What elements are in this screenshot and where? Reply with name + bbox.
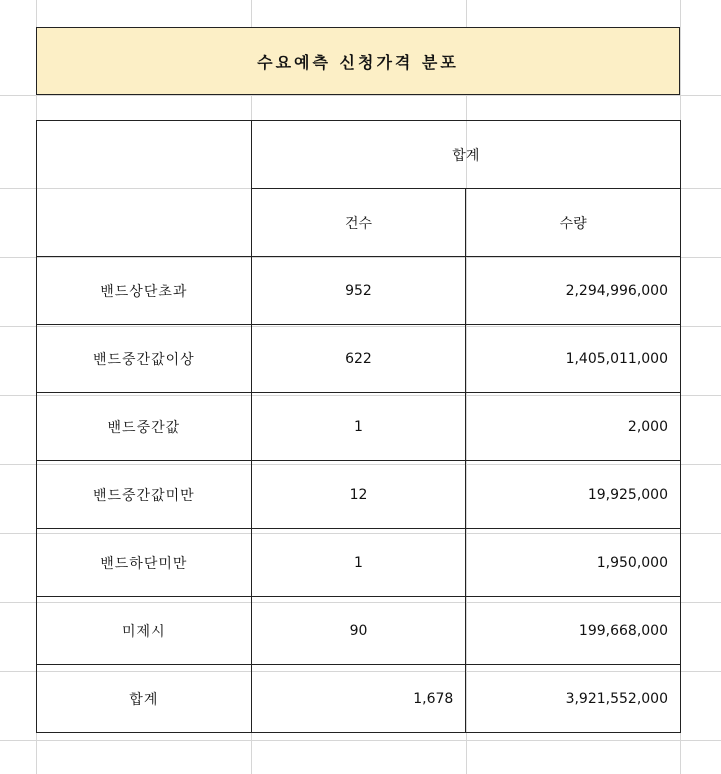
row-quantity: 2,000 <box>466 393 681 461</box>
row-quantity: 199,668,000 <box>466 597 681 665</box>
row-quantity: 1,950,000 <box>466 529 681 597</box>
header-row <box>37 121 681 189</box>
row-label: 밴드중간값이상 <box>37 325 252 393</box>
page-title: 수요예측 신청가격 분포 <box>36 27 680 95</box>
gridline <box>0 740 721 741</box>
row-count: 952 <box>251 257 466 325</box>
gridline <box>0 95 721 96</box>
header-count: 건수 <box>251 189 466 257</box>
row-count: 622 <box>251 325 466 393</box>
table-row <box>37 597 681 665</box>
header-blank-cell <box>37 121 252 257</box>
row-quantity: 19,925,000 <box>466 461 681 529</box>
table-row <box>37 529 681 597</box>
price-distribution-table <box>36 120 681 733</box>
table-row <box>37 325 681 393</box>
row-quantity: 1,405,011,000 <box>466 325 681 393</box>
total-row <box>37 665 681 733</box>
row-label: 밴드중간값미만 <box>37 461 252 529</box>
row-count: 12 <box>251 461 466 529</box>
row-label: 밴드중간값 <box>37 393 252 461</box>
header-total-group: 합계 <box>251 121 680 189</box>
row-label: 밴드상단초과 <box>37 257 252 325</box>
total-count: 1,678 <box>251 665 466 733</box>
row-count: 1 <box>251 529 466 597</box>
header-quantity: 수량 <box>466 189 681 257</box>
row-count: 90 <box>251 597 466 665</box>
total-label: 합계 <box>37 665 252 733</box>
row-label: 미제시 <box>37 597 252 665</box>
row-label: 밴드하단미만 <box>37 529 252 597</box>
table-row <box>37 393 681 461</box>
row-quantity: 2,294,996,000 <box>466 257 681 325</box>
row-count: 1 <box>251 393 466 461</box>
total-quantity: 3,921,552,000 <box>466 665 681 733</box>
table-row <box>37 461 681 529</box>
table-row <box>37 257 681 325</box>
